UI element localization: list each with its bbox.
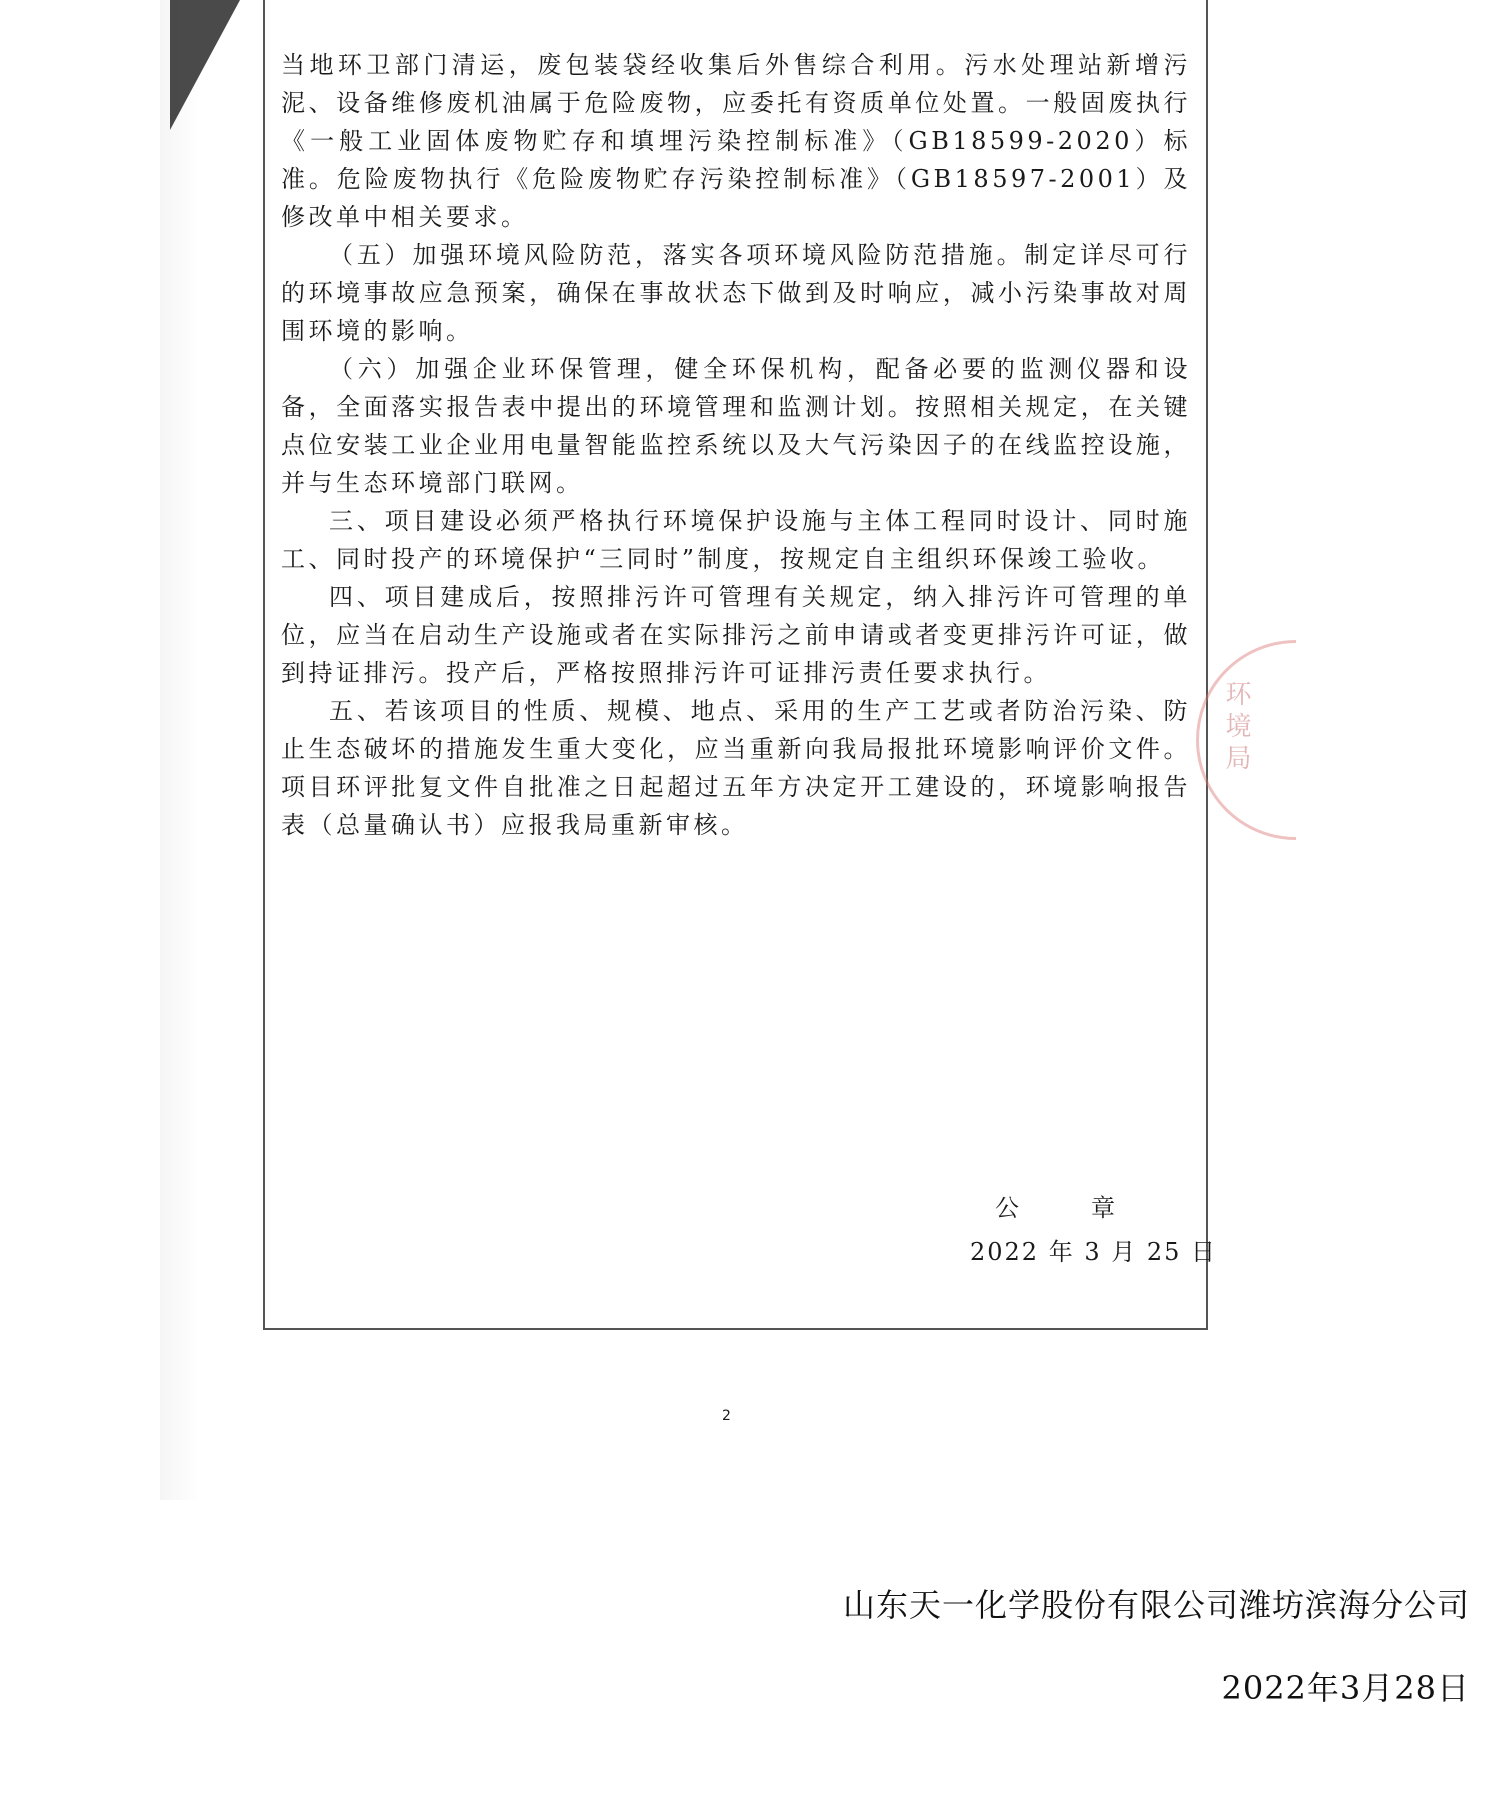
- paragraph-three-simultaneous: 三、项目建设必须严格执行环境保护设施与主体工程同时设计、同时施工、同时投产的环境保护“三同时”制度，按规定自主组织环保竣工验收。: [281, 507, 1191, 573]
- paragraph-discharge-permit: 四、项目建成后，按照排污许可管理有关规定，纳入排污许可管理的单位，应当在启动生产设施或者在实际排污之前申请或者变更排污许可证，做到持证排污。投产后，严格按照排污许可证排污责任要求执行。: [281, 583, 1191, 687]
- stamp-text: 环境局: [1221, 680, 1251, 776]
- paragraph-risk-prevention: （五）加强环境风险防范，落实各项环境风险防范措施。制定详尽可行的环境事故应急预案，确保在事故状态下做到及时响应，减小污染事故对周围环境的影响。: [281, 241, 1191, 345]
- company-name: 山东天一化学股份有限公司潍坊滨海分公司: [842, 1586, 1470, 1624]
- document-body: [281, 46, 1191, 844]
- paragraph-env-management: （六）加强企业环保管理，健全环保机构，配备必要的监测仪器和设备，全面落实报告表中提出的环境管理和监测计划。按照相关规定，在关键点位安装工业企业用电量智能监控系统以及大气污染因子的在线监控设施，并与生态环境部门联网。: [281, 355, 1191, 497]
- page-corner-fold: [170, 0, 240, 130]
- paragraph-major-change: 五、若该项目的性质、规模、地点、采用的生产工艺或者防治污染、防止生态破坏的措施发生重大变化，应当重新向我局报批环境影响评价文件。项目环评批复文件自批准之日起超过五年方决定开工建设的，环境影响报告表（总量确认书）应报我局重新审核。: [281, 697, 1191, 839]
- official-stamp: [1196, 640, 1296, 860]
- document-frame: [263, 0, 1218, 1330]
- scan-shadow: [160, 0, 200, 1500]
- seal-char-2: 章: [1091, 1194, 1117, 1222]
- official-seal-label: [995, 1188, 1117, 1223]
- page-number: 2: [722, 1408, 731, 1424]
- paragraph-solid-waste: 当地环卫部门清运，废包装袋经收集后外售综合利用。污水处理站新增污泥、设备维修废机油属于危险废物，应委托有资质单位处置。一般固废执行《一般工业固体废物贮存和填埋污染控制标准》（GB18599-2020）标准。危险废物执行《危险废物贮存污染控制标准》（GB18597-2001）及修改单中相关要求。: [281, 51, 1191, 231]
- submission-date: 2022年3月28日: [1221, 1669, 1470, 1707]
- issue-date: 2022 年 3 月 25 日: [970, 1238, 1218, 1266]
- seal-char-1: 公: [995, 1194, 1021, 1222]
